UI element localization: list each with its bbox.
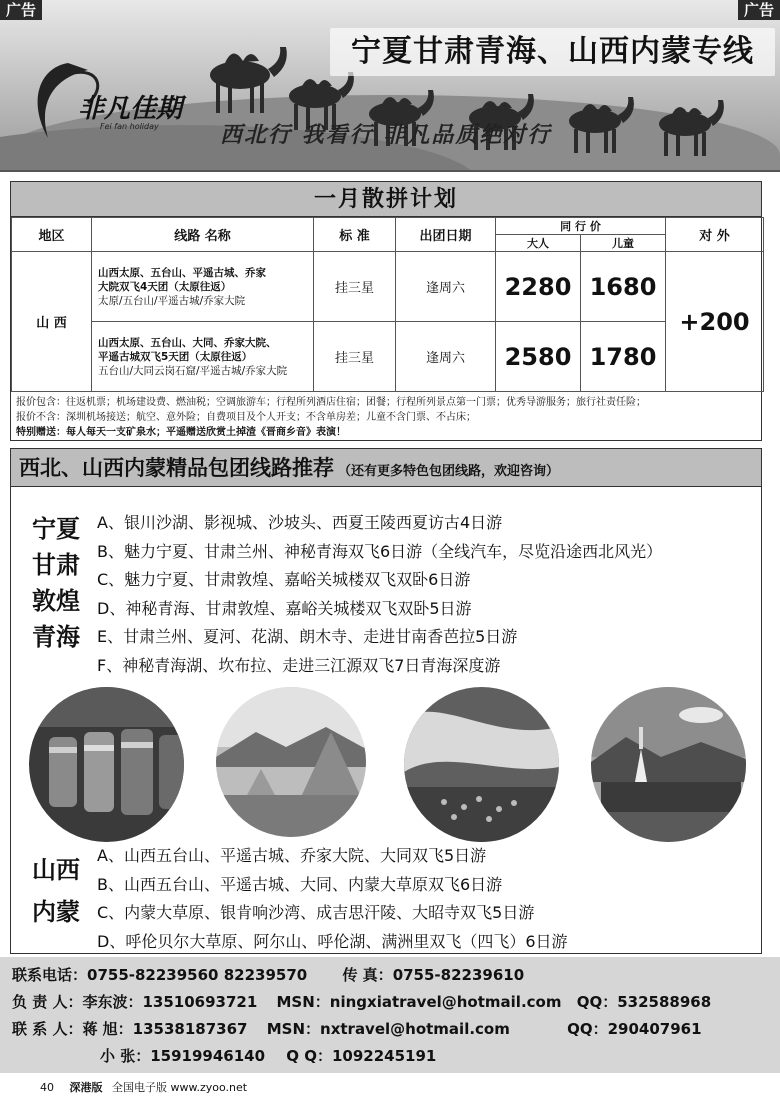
photo-prayer-wheels [29,687,184,842]
route-list-group1 [97,509,662,680]
monthly-plan-table [10,181,762,441]
banner-title: 宁夏甘肃青海、山西内蒙专线 [330,28,775,76]
header-region: 地区 [12,218,92,252]
plan-grid [11,217,764,392]
list-item: B、魅力宁夏、甘肃兰州、神秘青海双飞6日游（全线汽车，尽览沿途西北风光） [97,541,663,561]
adult-price: 2280 [496,252,581,322]
standard-cell: 挂三星 [314,252,396,322]
route-list-group2 [97,842,568,956]
page-footer [0,1076,780,1100]
list-item: F、神秘青海湖、坎布拉、走进三江源双飞7日青海深度游 [97,655,501,675]
external-markup: +200 [666,252,764,392]
list-item: C、内蒙大草原、银肯响沙湾、成吉思汗陵、大昭寺双飞5日游 [97,903,535,922]
header-standard: 标 准 [314,218,396,252]
qq-number: 532588968 [617,993,712,1011]
site-label: 全国电子版 www.zyoo.net [112,1081,248,1094]
header-date: 出团日期 [396,218,496,252]
table-row [12,252,764,322]
price-excludes: 报价不含：深圳机场接送；航空、意外险；自费项目及个人开支；不含单房差；儿童不含门票、不占床； [16,412,476,423]
list-item: A、山西五台山、平遥古城、乔家大院、大同双飞5日游 [97,846,487,865]
list-item: B、山西五台山、平遥古城、大同、内蒙大草原双飞6日游 [97,874,503,894]
photo-western-xia-tombs [216,687,366,837]
page-number: 40 [40,1081,54,1094]
header-route: 线路 名称 [92,218,314,252]
ad-label-left: 广告 [0,0,42,20]
photo-white-pagoda [591,687,746,842]
ad-label-right: 广告 [738,0,780,20]
section-note: （还有更多特色包团线路，欢迎咨询） [338,464,560,479]
edition-label: 深港版 [69,1081,103,1094]
header-peer-price: 同 行 价 [496,218,666,235]
qq-number: 290407961 [607,1020,702,1038]
msn-link[interactable]: nxtravel@hotmail.com [320,1020,510,1038]
plan-title: 一月散拼计划 [11,182,761,217]
section-header [11,449,761,487]
standard-cell: 挂三星 [314,322,396,392]
plan-notes [11,392,761,443]
contact-row-manager: 负 责 人：李东波：13510693721 MSN：ningxiatravel@hotmail.com QQ：532588968 [12,993,712,1011]
qq-number: 1092245191 [332,1047,437,1065]
fax-number: 0755-82239610 [392,966,525,984]
contact-row-person2: 小 张：15919946140 Q Q：1092245191 [100,1047,437,1065]
child-price: 1680 [581,252,666,322]
logo-name: 非凡佳期 [78,94,183,124]
region-label-group1: 宁夏 甘肃 敦煌 青海 [32,515,80,651]
list-item: D、神秘青海、甘肃敦煌、嘉峪关城楼双飞双卧5日游 [97,598,472,618]
date-cell: 逢周六 [396,252,496,322]
contact-person: 小 张：15919946140 [100,1047,266,1065]
photo-grassland-river [404,687,559,842]
child-price: 1780 [581,322,666,392]
header-child: 儿童 [581,235,666,252]
list-item: A、银川沙湖、影视城、沙坡头、西夏王陵西夏访古4日游 [97,513,503,532]
msn-link[interactable]: ningxiatravel@hotmail.com [329,993,562,1011]
table-row [12,322,764,392]
recommended-routes [10,448,762,954]
contact-section [0,957,780,1073]
header-external: 对 外 [666,218,764,252]
price-includes: 报价包含：往返机票；机场建设费、燃油税；空调旅游车；行程所列酒店住宿；团餐；行程所列景点第一门票；优秀导游服务；旅行社责任险； [16,397,646,408]
region-cell: 山 西 [12,252,92,392]
adult-price: 2580 [496,322,581,392]
logo-subtitle: Fei fan holiday [100,122,159,131]
contact-row-phone: 联系电话：0755-82239560 82239570 传 真：0755-82239610 [12,966,525,984]
contact-person: 蒋 旭：13538187367 [82,1020,248,1038]
section-title: 西北、山西内蒙精品包团线路推荐 [19,456,334,480]
contact-row-person1: 联 系 人：蒋 旭：13538187367 MSN：nxtravel@hotmail.com QQ：290407961 [12,1020,702,1038]
manager-contact: 李东波：13510693721 [82,993,258,1011]
region-label-group2: 山西 内蒙 [32,856,80,926]
header-adult: 大人 [496,235,581,252]
route-cell: 山西太原、五台山、大同、乔家大院、 平遥古城双飞5天团（太原往返） 五台山/大同云岗石窟/平遥古城/乔家大院 [92,322,314,392]
banner [0,0,780,172]
date-cell: 逢周六 [396,322,496,392]
route-cell: 山西太原、五台山、平遥古城、乔家 大院双飞4天团（太原往返） 太原/五台山/平遥古城/乔家大院 [92,252,314,322]
list-item: E、甘肃兰州、夏河、花湖、朗木寺、走进甘南香芭拉5日游 [97,627,518,646]
slogan: 西北行 我看行 非凡品质绝对行 [220,122,552,148]
list-item: D、呼伦贝尔大草原、阿尔山、呼伦湖、满洲里双飞（四飞）6日游 [97,931,568,951]
special-gift: 特别赠送：每人每天一支矿泉水；平遥赠送欣赏土掉渣《晋商乡音》表演！ [16,427,346,438]
list-item: C、魅力宁夏、甘肃敦煌、嘉峪关城楼双飞双卧6日游 [97,570,471,589]
phone-number: 0755-82239560 82239570 [87,966,308,984]
